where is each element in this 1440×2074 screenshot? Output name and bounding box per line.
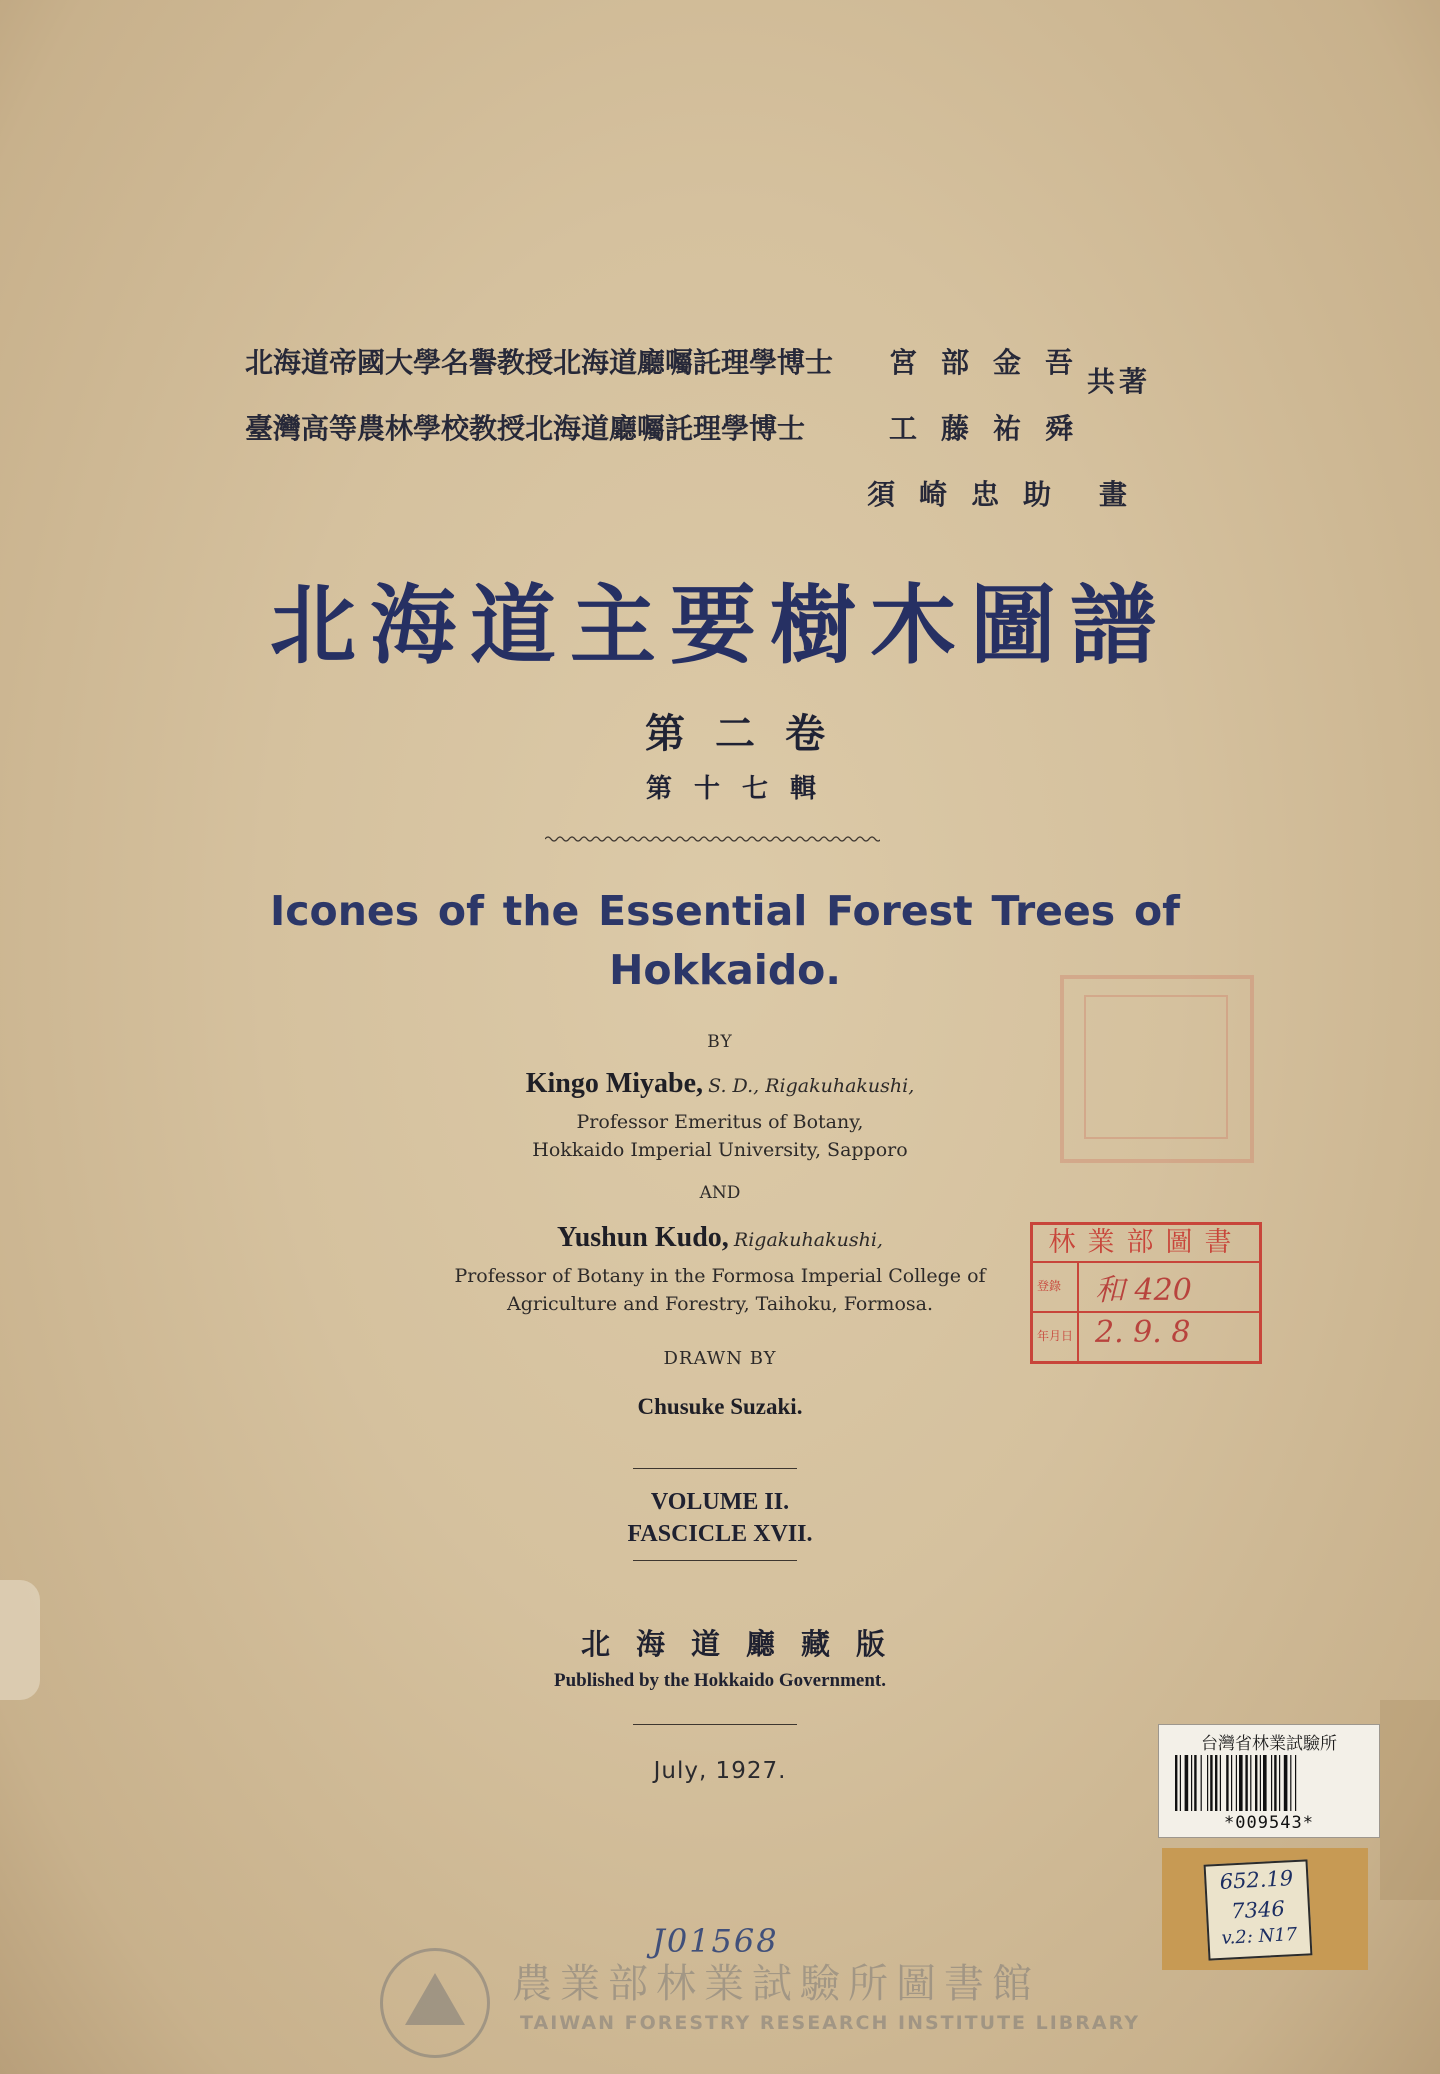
- call-number-line2: 7346: [1230, 1896, 1286, 1924]
- title-en-line1: Icones of the Essential Forest Trees of: [270, 887, 1180, 935]
- wavy-divider: [545, 834, 880, 844]
- drawn-by-label: DRAWN BY: [663, 1348, 777, 1369]
- call-number-card: [1204, 1859, 1313, 1960]
- author2-affil-line2: Agriculture and Forestry, Taihoku, Formosa.: [506, 1293, 933, 1315]
- barcode-label: [1158, 1724, 1380, 1838]
- author-name: 工藤祐舜: [889, 412, 1098, 445]
- author1-name: Kingo Miyabe,: [525, 1068, 704, 1099]
- painter-name-en: Chusuke Suzaki.: [637, 1394, 803, 1419]
- fascicle-jp: 第十七輯: [645, 774, 838, 804]
- paper-stain: [1380, 1700, 1440, 1900]
- authors-block-jp: [245, 330, 1151, 528]
- stamp-registry-number: 和 420: [1095, 1273, 1192, 1308]
- library-watermark: [380, 1948, 1140, 2058]
- faint-seal-stamp: [1060, 975, 1254, 1163]
- by-label: BY: [707, 1032, 733, 1052]
- barcode-icon: [1173, 1755, 1365, 1811]
- publication-date: July, 1927.: [653, 1758, 787, 1784]
- painter-row-jp: [867, 462, 1151, 528]
- barcode-number: *009543*: [1224, 1813, 1314, 1833]
- divider-rule: [633, 1560, 797, 1561]
- divider-rule: [633, 1724, 797, 1725]
- author-affiliation: 臺灣高等農林學校教授北海道廳囑託理學博士: [245, 412, 806, 445]
- call-number-line1: 652.19: [1219, 1866, 1294, 1894]
- watermark-chinese: 農業部林業試驗所圖書館: [512, 1961, 1040, 2007]
- author2-affil-line1: Professor of Botany in the Formosa Imperial College of: [454, 1265, 986, 1287]
- author2-name: Yushun Kudo,: [557, 1222, 729, 1253]
- author-row: [245, 330, 1151, 396]
- divider-rule: [633, 1468, 797, 1469]
- watermark-english: TAIWAN FORESTRY RESEARCH INSTITUTE LIBRARY: [520, 2012, 1140, 2034]
- joint-author-mark: 共著: [1087, 365, 1152, 398]
- painter-role-jp: 畫: [1099, 478, 1152, 511]
- title-en-line2: Hokkaido.: [609, 946, 841, 994]
- author-name: 宮部金吾: [889, 346, 1098, 379]
- volume-jp: 第二卷: [645, 710, 855, 757]
- and-label: AND: [699, 1183, 741, 1203]
- author1-affil-line1: Professor Emeritus of Botany,: [576, 1111, 864, 1133]
- title-jp: 北海道主要樹木圖譜: [270, 575, 1170, 676]
- author1-affil-line2: Hokkaido Imperial University, Sapporo: [532, 1139, 908, 1161]
- call-number-label: [1162, 1848, 1368, 1970]
- volume-en: VOLUME II.: [650, 1489, 790, 1515]
- barcode-institution: 台灣省林業試驗所: [1201, 1734, 1337, 1754]
- library-seal-icon: [380, 1948, 490, 2058]
- author2-degree: Rigakuhakushi,: [733, 1229, 883, 1251]
- handwritten-call-number: J01568: [652, 1922, 779, 1960]
- publisher-en: Published by the Hokkaido Government.: [553, 1670, 887, 1691]
- publisher-jp: 北海道廳藏版: [580, 1627, 911, 1661]
- title-en: [270, 882, 1180, 1000]
- library-stamp: [1030, 1222, 1262, 1364]
- stamp-label-date: 年月日: [1037, 1329, 1074, 1343]
- library-stamp-header: 林業部圖書: [1033, 1225, 1259, 1263]
- author-affiliation: 北海道帝國大學名譽教授北海道廳囑託理學博士: [245, 346, 834, 379]
- fascicle-en: FASCICLE XVII.: [627, 1521, 813, 1547]
- painter-name-jp: 須崎忠助: [867, 478, 1076, 511]
- author-row: [245, 396, 1151, 462]
- stamp-date-value: 2. 9. 8: [1095, 1315, 1191, 1350]
- call-number-line3: v.2: N17: [1221, 1923, 1298, 1949]
- stamp-label-registry: 登錄: [1037, 1279, 1062, 1293]
- volume-fascicle-en: [0, 1486, 1440, 1550]
- author1-degree: S. D., Rigakuhakushi,: [708, 1075, 915, 1097]
